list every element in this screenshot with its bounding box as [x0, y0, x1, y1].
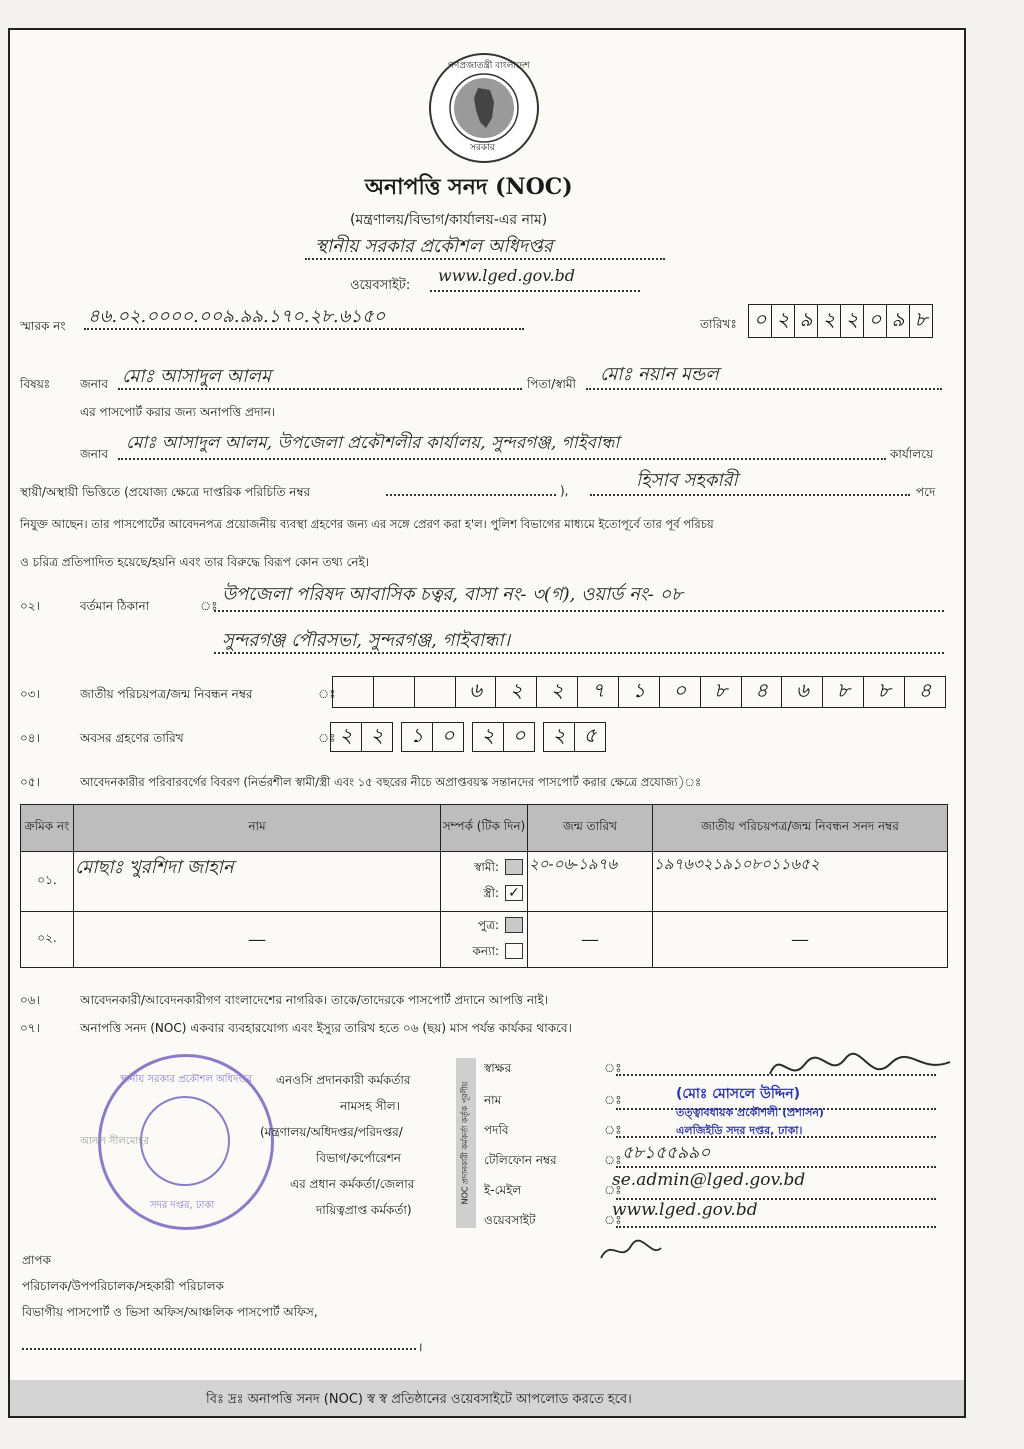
- row-dob: [528, 912, 653, 968]
- row-name-value: —: [248, 929, 266, 950]
- office-seal-inner: [140, 1096, 230, 1186]
- item-04-label: অবসর গ্রহণের তারিখ: [80, 731, 184, 745]
- nid-digit: [374, 677, 415, 707]
- row-nid: [653, 912, 948, 968]
- header-relation: সম্পর্ক (টিক দিন): [441, 805, 528, 852]
- row-serial: ০২.: [21, 912, 74, 968]
- subject-label: বিষয়ঃ: [20, 377, 51, 391]
- row-dob-value: ২০-০৬-১৯৭৬: [529, 855, 618, 873]
- retire-date-group: [401, 722, 464, 752]
- nid-digit: [333, 677, 374, 707]
- father-label: পিতা/স্বামী: [527, 377, 576, 391]
- nid-digit: ২: [496, 677, 537, 707]
- field-designation-label: পদবি: [484, 1123, 509, 1137]
- body-line3-prefix: স্থায়ী/অস্থায়ী ভিত্তিতে (প্রযোজ্য ক্ষেত্রে দাপ্তরিক পরিচিতি নম্বর: [20, 485, 311, 499]
- date-digit: ২: [841, 305, 864, 337]
- relation-b: [442, 885, 523, 905]
- signatory-line: দায়িত্বপ্রাপ্ত কর্মকর্তা): [316, 1203, 412, 1217]
- retire-digit: ২: [370, 722, 384, 747]
- subject-line2: এর পাসপোর্ট করার জন্য অনাপত্তি প্রদান।: [80, 405, 276, 419]
- relation-a-label: স্বামী:: [474, 859, 499, 874]
- office-suffix: কার্যালয়ে: [890, 447, 934, 461]
- field-colon: ঃ: [604, 1153, 622, 1167]
- memo-number: ৪৬.০২.০০০০.০০৯.৯৯.১৭০.২৮.৬১৫০: [88, 306, 386, 327]
- date-digit: ৯: [795, 305, 818, 337]
- header-serial: ক্রমিক নং: [21, 805, 74, 852]
- field-colon: ঃ: [604, 1123, 622, 1137]
- field-signature-label: স্বাক্ষর: [484, 1061, 512, 1075]
- relation-b-checkbox[interactable]: ✓: [505, 885, 523, 901]
- table-row: [21, 852, 948, 912]
- item-02-label: বর্তমান ঠিকানা: [80, 599, 150, 613]
- applicant-name: মোঃ আসাদুল আলম: [122, 366, 271, 387]
- row-name-value: মোছাঃ খুরশিদা জাহান: [75, 857, 234, 878]
- post-suffix: পদে: [916, 485, 936, 499]
- relation-a-label: পুত্র:: [477, 917, 499, 932]
- relation-b-label: কন্যা:: [472, 943, 499, 958]
- table-header-row: [21, 805, 948, 852]
- retire-date-group: [543, 722, 606, 752]
- field-website-label: ওয়েবসাইট: [484, 1213, 536, 1227]
- date-digit: ০: [864, 305, 887, 337]
- body-line3-mid: ),: [560, 484, 569, 498]
- field-colon: ঃ: [604, 1213, 622, 1227]
- row-nid: [653, 852, 948, 912]
- recipient-line: বিভাগীয় পাসপোর্ট ও ভিসা অফিস/আঞ্চলিক পাসপোর্ট অফিস,: [22, 1305, 318, 1319]
- note-07: অনাপত্তি সনদ (NOC) একবার ব্যবহারযোগ্য এবং ইস্যুর তারিখ হতে ০৬ (ছয়) মাস পর্যন্ত কার্যকর থাকবে।: [80, 1021, 572, 1035]
- retire-digit: ০: [441, 722, 455, 747]
- signatory-line: নামসহ সীল।: [340, 1099, 400, 1113]
- nid-digit: [415, 677, 456, 707]
- retire-digit: ২: [544, 723, 575, 751]
- nid-digit: ৬: [456, 677, 497, 707]
- nid-digit: ৭: [578, 677, 619, 707]
- table-row: [21, 912, 948, 968]
- relation-a-checkbox[interactable]: [505, 859, 523, 875]
- designation-value: তত্ত্বাবধায়ক প্রকৌশলী (প্রশাসন): [676, 1106, 824, 1119]
- recipient-end: ।: [418, 1340, 423, 1354]
- relation-a: [442, 859, 523, 879]
- nid-digit: ৪: [918, 677, 932, 702]
- phone-value: ৫৮১৫৫৯৯০: [622, 1143, 711, 1163]
- body-fill1: মোঃ আসাদুল আলম, উপজেলা প্রকৌশলীর কার্যালয়, সুন্দরগঞ্জ, গাইবান্ধা: [126, 433, 620, 453]
- relation-a-checkbox[interactable]: [505, 917, 523, 933]
- nid-digit: ২: [537, 677, 578, 707]
- row-name: [74, 852, 441, 912]
- row-relation: [441, 912, 528, 968]
- vertical-label: NOC প্রদানকারী কর্মকর্তা কর্তৃক পূরণীয়: [460, 1081, 470, 1205]
- header-nid: জাতীয় পরিচয়পত্র/জন্ম নিবন্ধন সনদ নম্বর: [653, 805, 948, 852]
- emblem-bottom-text: সরকার: [470, 143, 495, 153]
- initials-scribble: [596, 1228, 666, 1268]
- header-dob: জন্ম তারিখ: [528, 805, 653, 852]
- address-line2-value: সুন্দরগঞ্জ পৌরসভা, সুন্দরগঞ্জ, গাইবান্ধা।: [222, 630, 511, 651]
- website-field-value: www.lged.gov.bd: [612, 1200, 758, 1220]
- body-line4: নিযুক্ত আছেন। তার পাসপোর্টের আবেদনপত্র প্রয়োজনীয় ব্যবস্থা গ্রহণের জন্য এর সঙ্গে প্রেরণ করা হ'ল। পুলিশ বিভাগের মাধ্যমে ইতোপূর্বে তার পূর্ব পরিচয়: [20, 517, 714, 531]
- post-value: হিসাব সহকারী: [636, 470, 738, 491]
- name-value: (মোঃ মোসলে উদ্দিন): [676, 1086, 800, 1102]
- father-name: মোঃ নয়ান মন্ডল: [600, 364, 719, 385]
- row-nid-value: —: [791, 929, 809, 950]
- emblem-top-text: গণপ্রজাতন্ত্রী বাংলাদেশ: [448, 61, 530, 71]
- family-table: [20, 804, 948, 968]
- website-label: ওয়েবসাইট:: [350, 278, 411, 293]
- nid-digit: ৮: [701, 677, 742, 707]
- retire-digit: ১: [402, 723, 433, 751]
- body-line5: ও চরিত্র প্রতিপাদিত হয়েছে/হয়নি এবং তার বিরুদ্ধে বিরূপ কোন তথ্য নেই।: [20, 555, 370, 569]
- nid-digit: ৪: [742, 677, 783, 707]
- note-06-number: ০৬।: [20, 993, 40, 1007]
- official-id-line: [386, 478, 556, 496]
- nid-digit: ৮: [823, 677, 864, 707]
- date-digit: ৮: [914, 306, 928, 331]
- note-06: আবেদনকারী/আবেদনকারীগণ বাংলাদেশের নাগরিক। তাকে/তাদেরকে পাসপোর্ট প্রদানে আপত্তি নাই।: [80, 993, 549, 1007]
- row-nid-value: ১৯৭৬৩২১৯১০৮০১১৬৫২: [654, 855, 820, 873]
- signatory-line: এর প্রধান কর্মকর্তা/জেলার: [290, 1177, 415, 1191]
- header-name: নাম: [74, 805, 441, 852]
- item-03-label: জাতীয় পরিচয়পত্র/জন্ম নিবন্ধন নম্বর: [80, 687, 253, 701]
- memo-label: স্মারক নং: [20, 319, 66, 333]
- relation-a: [442, 917, 523, 937]
- website-value: www.lged.gov.bd: [438, 266, 576, 285]
- footer-note: বিঃ দ্রঃ অনাপত্তি সনদ (NOC) স্ব স্ব প্রতিষ্ঠানের ওয়েবসাইটে আপলোড করতে হবে।: [206, 1392, 632, 1407]
- seal-text-top: স্থানীয় সরকার প্রকৌশল অধিদপ্তর: [120, 1074, 253, 1085]
- recipient-line: পরিচালক/উপপরিচালক/সহকারী পরিচালক: [22, 1279, 224, 1293]
- item-02-number: ০২।: [20, 599, 40, 613]
- date-digit: ২: [772, 305, 795, 337]
- address-line1-value: উপজেলা পরিষদ আবাসিক চত্বর, বাসা নং- ৩(গ), ওয়ার্ড নং- ০৮: [222, 584, 683, 605]
- item-02-colon: ঃ: [200, 599, 218, 613]
- item-03-number: ০৩।: [20, 687, 40, 701]
- recipient-line: প্রাপক: [22, 1253, 51, 1267]
- recipient-address-line: [22, 1338, 416, 1350]
- field-name-label: নাম: [484, 1093, 502, 1107]
- date-digit: ২: [818, 305, 841, 337]
- signatory-line: (মন্ত্রণালয়/অধিদপ্তর/পরিদপ্তর/: [260, 1125, 403, 1139]
- signatory-line: এনওসি প্রদানকারী কর্মকর্তার: [276, 1073, 411, 1087]
- row-relation: [441, 852, 528, 912]
- seal-inner-text: আসল সীলমোহর: [80, 1136, 150, 1147]
- retire-date-group: [472, 722, 535, 752]
- designation-office: এলজিইডি সদর দপ্তর, ঢাকা।: [676, 1124, 803, 1137]
- date-label: তারিখঃ: [700, 317, 737, 331]
- row-dob-value: —: [581, 929, 599, 950]
- date-digit: ০: [749, 305, 772, 337]
- relation-b: [442, 943, 523, 963]
- nid-digit: ০: [660, 677, 701, 707]
- body-mr: জনাব: [80, 447, 109, 461]
- item-05-label: আবেদনকারীর পরিবারবর্গের বিবরণ (নির্ভরশীল স্বামী/স্ত্রী এবং ১৫ বছরের নীচে অপ্রাপ্তবয়স্ক সন্তানদের পাসপোর্ট করার ক্ষেত্রে প্রযোজ্য)ঃ: [80, 775, 702, 789]
- email-value: se.admin@lged.gov.bd: [612, 1170, 806, 1190]
- subject-mr: জনাব: [80, 377, 109, 391]
- nid-digit: ৮: [864, 677, 905, 707]
- row-name: [74, 912, 441, 968]
- nid-digit: ১: [619, 677, 660, 707]
- row-serial: ০১.: [21, 852, 74, 912]
- date-digit: ৯: [887, 305, 910, 337]
- note-07-number: ০৭।: [20, 1021, 40, 1035]
- field-email-label: ই-মেইল: [484, 1183, 522, 1197]
- retire-digit: ৫: [583, 722, 597, 747]
- relation-b-label: স্ত্রী:: [483, 885, 499, 900]
- document-title: অনাপত্তি সনদ (NOC): [365, 174, 573, 200]
- item-04-number: ০৪।: [20, 731, 40, 745]
- item-04-colon: ঃ: [318, 731, 336, 745]
- field-colon: ঃ: [604, 1183, 622, 1197]
- nid-digit: ৬: [782, 677, 823, 707]
- row-dob: [528, 852, 653, 912]
- retire-digit: ২: [473, 723, 504, 751]
- office-name: স্থানীয় সরকার প্রকৌশল অধিদপ্তর: [315, 236, 553, 257]
- field-colon: ঃ: [604, 1061, 622, 1075]
- relation-b-checkbox[interactable]: [505, 943, 523, 959]
- field-colon: ঃ: [604, 1093, 622, 1107]
- item-05-number: ০৫।: [20, 775, 40, 789]
- retire-digit: ২: [331, 723, 362, 751]
- retire-date-group: [330, 722, 393, 752]
- seal-text-bottom: সদর দপ্তর, ঢাকা: [150, 1200, 215, 1211]
- document-subtitle: (মন্ত্রণালয়/বিভাগ/কার্যালয়-এর নাম): [350, 212, 548, 228]
- signatory-line: বিভাগ/কর্পোরেশন: [316, 1151, 401, 1165]
- nid-boxes: [332, 676, 946, 708]
- retire-boxes: [330, 722, 650, 750]
- item-03-colon: ঃ: [318, 687, 336, 701]
- field-phone-label: টেলিফোন নম্বর: [484, 1153, 557, 1167]
- date-boxes: [748, 304, 933, 338]
- retire-digit: ০: [512, 722, 526, 747]
